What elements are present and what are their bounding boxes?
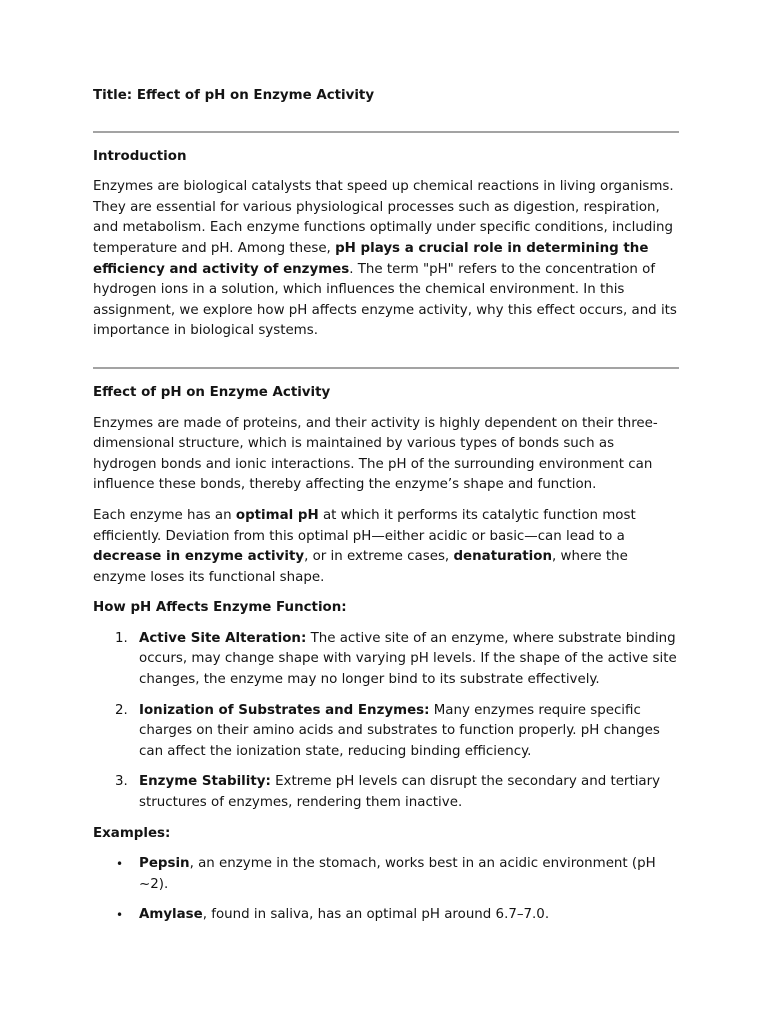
list-item-term: Active Site Alteration: bbox=[139, 630, 307, 646]
bold-text-run: pH plays a crucial role in determining the efficiency and activity of enzymes bbox=[93, 240, 649, 277]
list-item bbox=[93, 629, 678, 691]
introduction-heading: Introduction bbox=[93, 148, 187, 164]
examples-heading: Examples: bbox=[93, 825, 171, 841]
list-number: 3. bbox=[115, 774, 128, 790]
effect-paragraph-2 bbox=[93, 506, 678, 588]
text-run: . The term "pH" refers to the concentration of hydrogen ions in a solution, which influences the chemical environment. In this assignment, we explore how pH affects enzyme activity, why this effect occurs, and its importance in biological systems. bbox=[93, 261, 677, 339]
bullet-icon: • bbox=[116, 908, 124, 923]
list-item bbox=[93, 772, 678, 813]
how-ph-affects-heading: How pH Affects Enzyme Function: bbox=[93, 600, 347, 616]
example-text: , an enzyme in the stomach, works best in an acidic environment (pH ~2). bbox=[139, 856, 656, 892]
bold-text-run: denaturation bbox=[453, 549, 552, 565]
examples-list bbox=[93, 854, 678, 926]
list-number: 1. bbox=[115, 630, 128, 646]
list-number: 2. bbox=[115, 702, 128, 718]
text-run: Each enzyme has an bbox=[93, 507, 236, 523]
list-item-text: Extreme pH levels can disrupt the secondary and tertiary structures of enzymes, rendering them inactive. bbox=[139, 774, 661, 811]
text-run: Enzymes are biological catalysts that speed up chemical reactions in living organisms. They are essential for various physiological processes such as digestion, respiration, and metabolism. Each enzyme functions optimally under specific conditions, including temperature and pH. Among these, bbox=[93, 179, 674, 256]
bold-text-run: decrease in enzyme activity bbox=[93, 549, 305, 565]
list-item-text: The active site of an enzyme, where substrate binding occurs, may change shape with varying pH levels. If the shape of the active site changes, the enzyme may no longer bind to its substrate effectively. bbox=[139, 630, 677, 688]
text-run: at which it performs its catalytic function most efficiently. Deviation from this optimal pH—either acidic or basic—can lead to a bbox=[93, 507, 636, 544]
effect-heading: Effect of pH on Enzyme Activity bbox=[93, 384, 331, 400]
document-page bbox=[93, 86, 678, 936]
divider bbox=[93, 131, 679, 133]
divider bbox=[93, 367, 679, 369]
list-item bbox=[93, 701, 678, 763]
list-item-term: Enzyme Stability: bbox=[139, 774, 271, 790]
bold-text-run: optimal pH bbox=[235, 507, 319, 523]
bullet-icon: • bbox=[116, 857, 124, 872]
numbered-list bbox=[93, 629, 678, 814]
example-text: , found in saliva, has an optimal pH around 6.7–7.0. bbox=[202, 907, 550, 923]
document-title: Title: Effect of pH on Enzyme Activity bbox=[93, 88, 375, 103]
example-term: Pepsin bbox=[139, 856, 190, 872]
introduction-paragraph bbox=[93, 177, 678, 342]
list-item bbox=[93, 905, 678, 926]
list-item-text: Many enzymes require specific charges on their amino acids and substrates to function properly. pH changes can affect the ionization state, reducing binding efficiency. bbox=[139, 702, 660, 759]
list-item-term: Ionization of Substrates and Enzymes: bbox=[139, 702, 430, 718]
effect-paragraph-1: Enzymes are made of proteins, and their activity is highly dependent on their three-dimensional structure, which is maintained by various types of bonds such as hydrogen bonds and ionic interactions. The pH of the surrounding environment can influence these bonds, thereby affecting the enzyme’s shape and function. bbox=[93, 415, 658, 493]
text-run: , or in extreme cases, bbox=[304, 549, 454, 565]
text-run: , where the enzyme loses its functional shape. bbox=[93, 549, 628, 585]
example-term: Amylase bbox=[139, 907, 203, 923]
list-item bbox=[93, 854, 678, 895]
